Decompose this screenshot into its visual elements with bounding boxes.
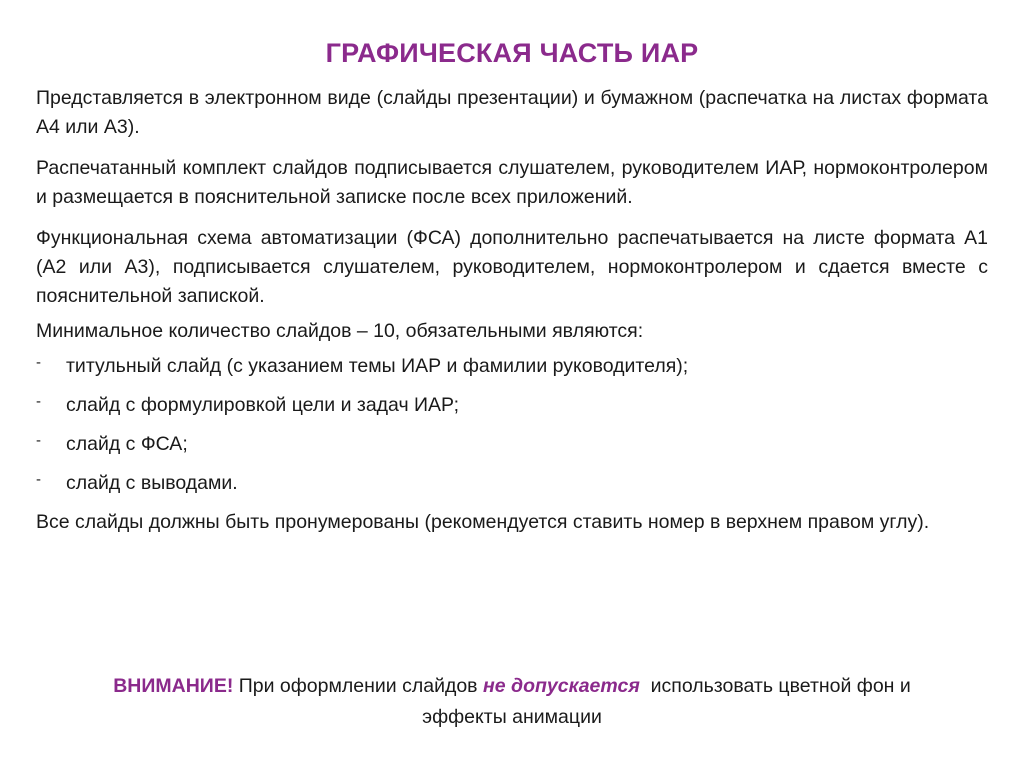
notice-line-1 (0, 671, 1024, 702)
dash-bullet: - (36, 393, 41, 410)
list-item (36, 352, 988, 381)
required-slides-list (36, 352, 988, 498)
list-item-text: слайд с ФСА; (66, 433, 188, 455)
paragraph-format: Представляется в электронном виде (слайды презентации) и бумажном (распечатка на листах формата А4 или А3). (36, 87, 988, 138)
notice-line-2: эффекты анимации (422, 706, 602, 728)
notice-emphasis: не допускается (482, 675, 640, 697)
paragraph-signing: Распечатанный комплект слайдов подписывается слушателем, руководителем ИАР, нормоконтролером и размещается в пояснительной записке после всех приложений. (36, 157, 988, 208)
paragraph-min-slides: Минимальное количество слайдов – 10, обязательными являются: (36, 320, 644, 342)
attention-label: ВНИМАНИЕ! (113, 675, 234, 697)
list-item-text: слайд с выводами. (66, 472, 238, 494)
paragraph-fsa: Функциональная схема автоматизации (ФСА) дополнительно распечатывается на листе формата А1 (А2 или А3), подписывается слушателем, руководителем, нормоконтролером и сдается вместе с пояснительной запиской. (36, 227, 988, 307)
list-item (36, 430, 988, 459)
notice-text-after: использовать цветной фон и (639, 675, 911, 697)
list-item-text: слайд с формулировкой цели и задач ИАР; (66, 394, 460, 416)
notice-text-before: При оформлении слайдов (233, 675, 483, 697)
paragraph-numbering: Все слайды должны быть пронумерованы (рекомендуется ставить номер в верхнем правом углу). (36, 511, 930, 533)
attention-notice (0, 671, 1024, 733)
list-item-text: титульный слайд (с указанием темы ИАР и фамилии руководителя); (66, 355, 689, 377)
list-item (36, 469, 988, 498)
dash-bullet: - (36, 432, 41, 449)
dash-bullet: - (36, 354, 41, 371)
slide-body (36, 84, 988, 549)
dash-bullet: - (36, 471, 41, 488)
list-item (36, 391, 988, 420)
slide-title: ГРАФИЧЕСКАЯ ЧАСТЬ ИАР (325, 38, 699, 68)
